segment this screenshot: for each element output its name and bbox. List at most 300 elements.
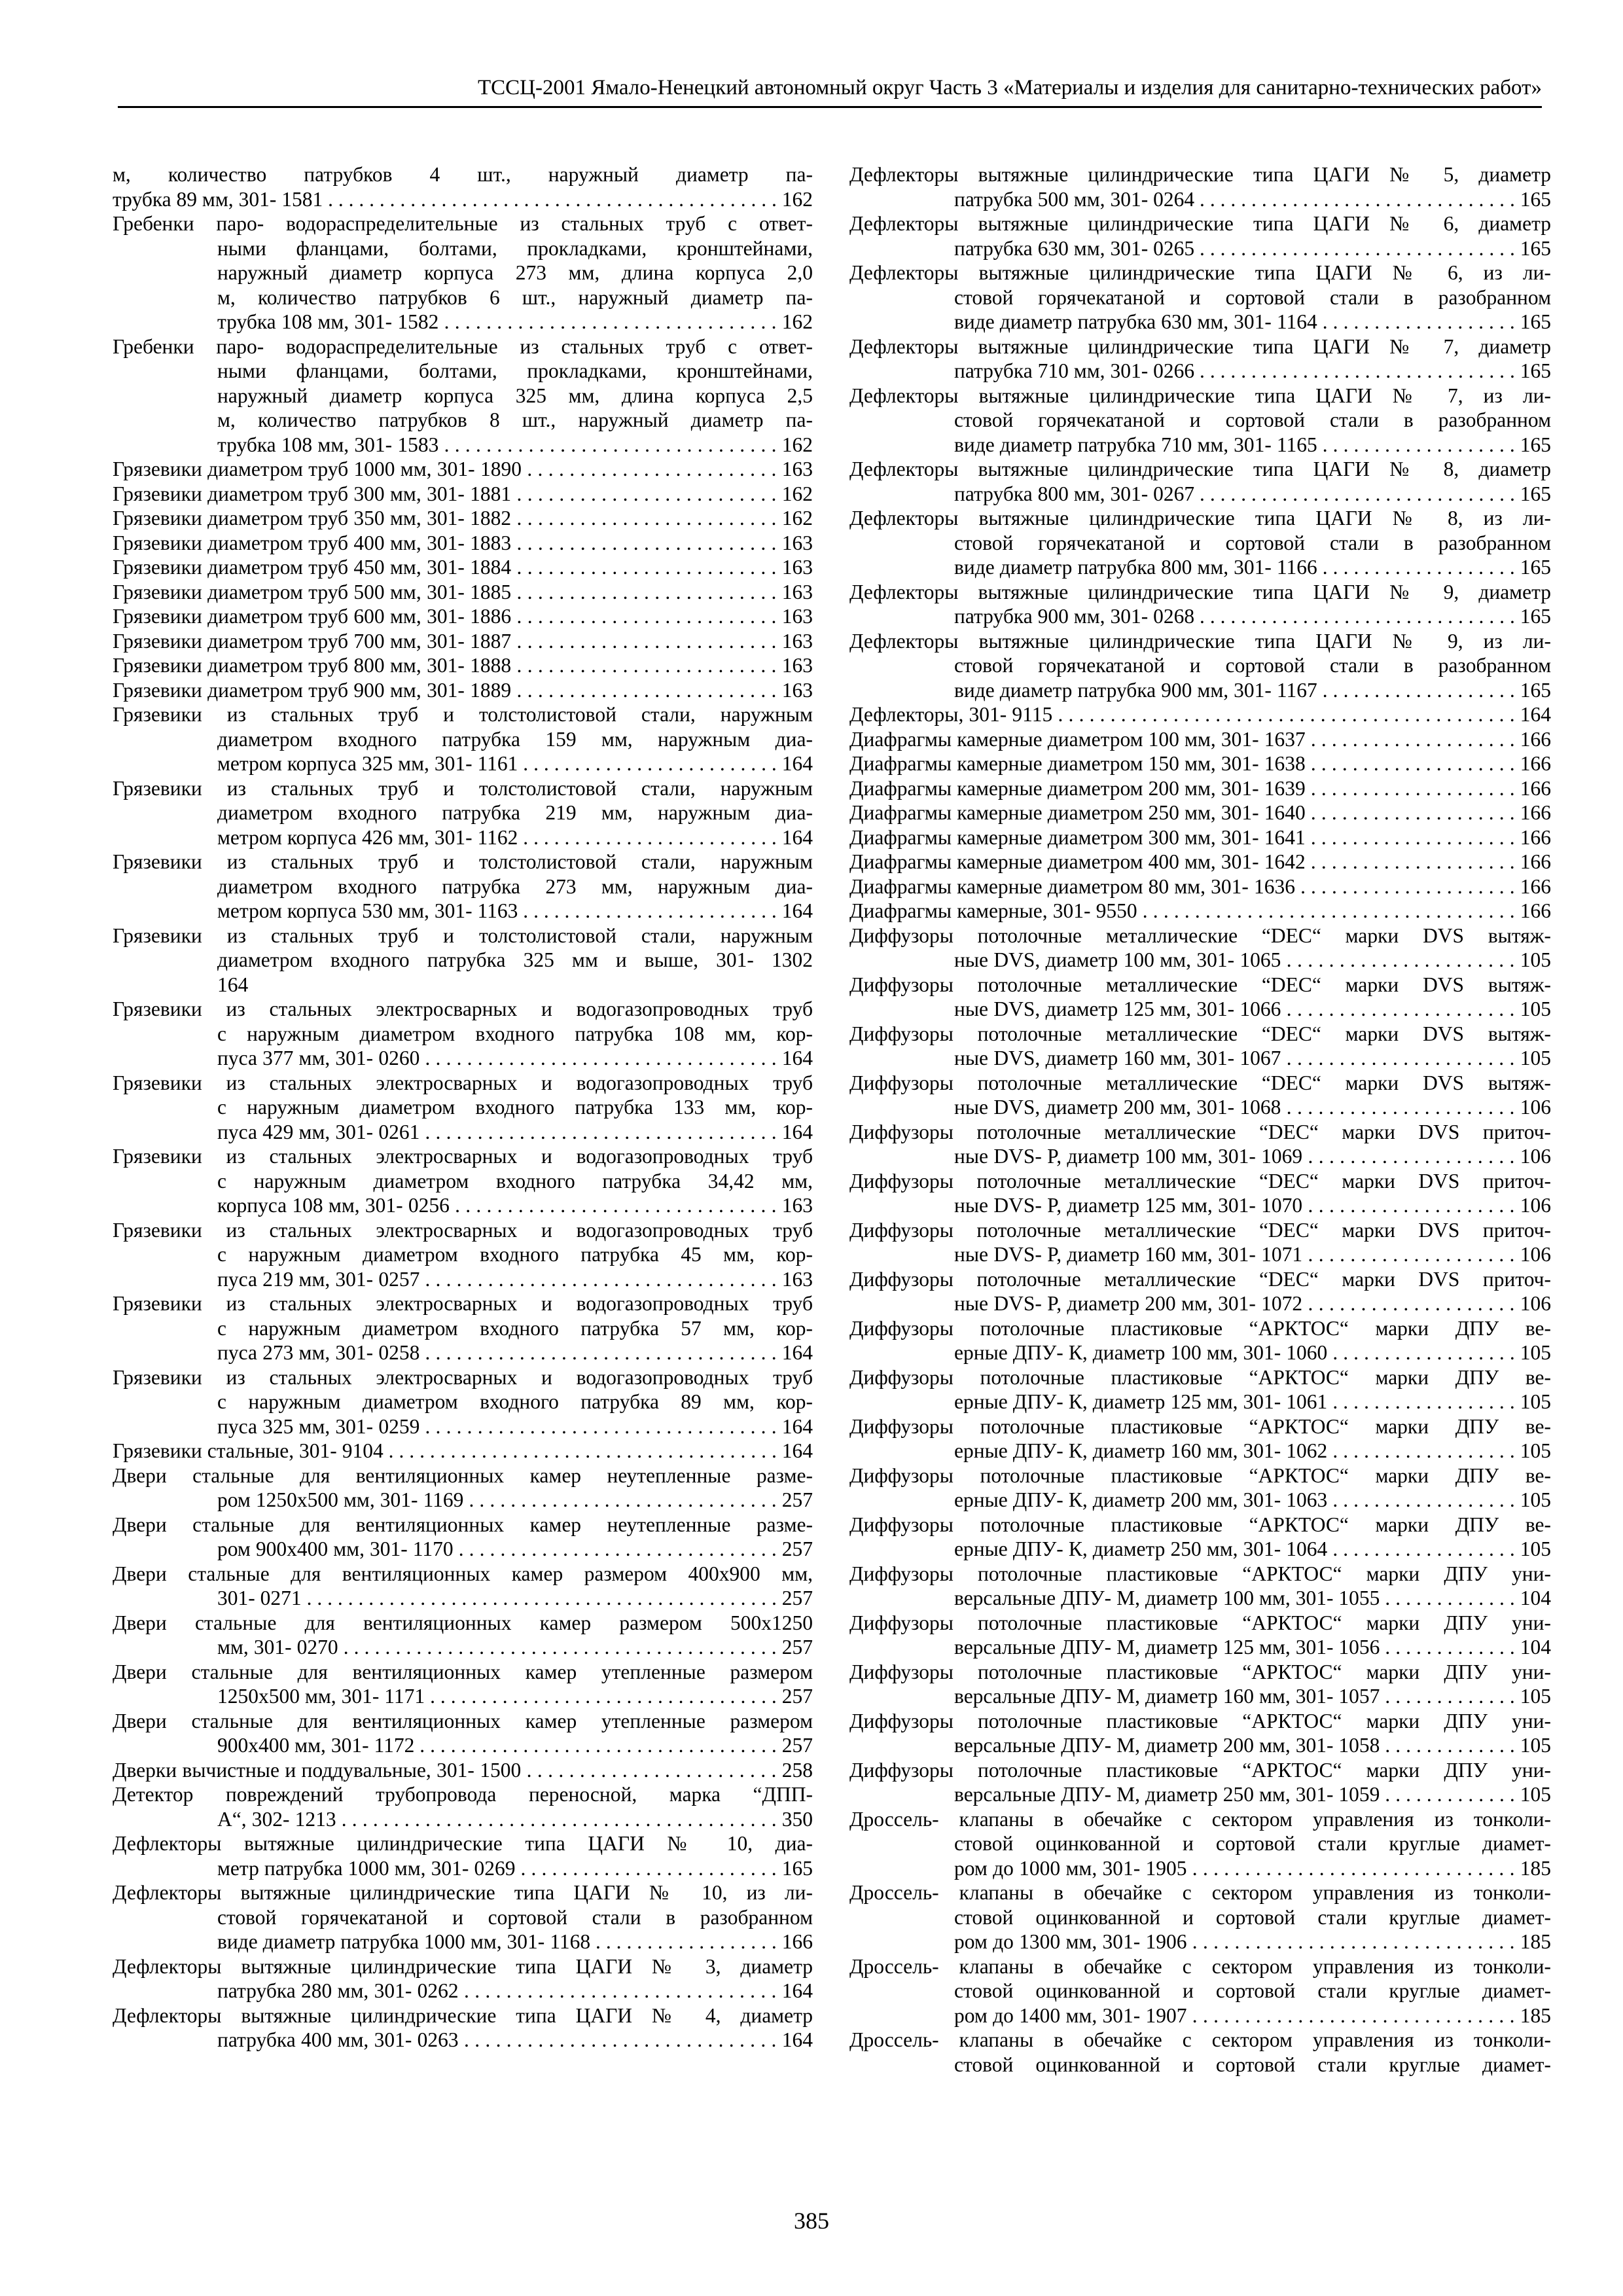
index-entry xyxy=(849,874,1551,899)
dot-leader: . . . . . . . . . . . . . . . . . . . . . . . . . . . . . . . xyxy=(1186,1856,1520,1880)
entry-text-line: версальные ДПУ- М, диаметр 200 мм, 301- 1058 xyxy=(954,1734,1380,1757)
entry-page-ref: 166 xyxy=(1520,801,1552,824)
dot-leader: . . . . . . . . . . . . . . . . . . . . xyxy=(1305,752,1520,775)
entry-page-ref: 257 xyxy=(781,1734,813,1757)
entry-text-line: Грязевики из стальных электросварных и водогазопроводных труб xyxy=(113,1145,813,1168)
entry-text-line: трубка 108 мм, 301- 1583 xyxy=(217,433,439,456)
entry-page-ref: 166 xyxy=(1520,776,1552,800)
index-entry xyxy=(849,334,1551,384)
entry-text-line: пуса 273 мм, 301- 0258 xyxy=(217,1341,420,1364)
dot-leader: . . . . . . . . . . . . . . . . . . . . . . . . . . . . . . . xyxy=(1194,605,1520,628)
dot-leader: . . . . . . . . . . . . . . . . . . . . . . . . . . . . . . . . . . . . . . . . . . xyxy=(338,1636,782,1659)
dot-leader: . . . . . . . . . . . . . . . . . . . . . . . . . . . . . . xyxy=(463,1488,782,1511)
dot-leader: . . . . . . . . . . . . . . . . . . . . . . . . xyxy=(521,1758,782,1782)
entry-text-line: Грязевики из стальных электросварных и водогазопроводных труб xyxy=(113,997,813,1020)
dot-leader: . . . . . . . . . . . . . . . . . . . . . . . . . . . . . . . . xyxy=(438,433,782,456)
entry-text-line: ерные ДПУ- К, диаметр 160 мм, 301- 1062 xyxy=(954,1439,1328,1462)
entry-text-line: Грязевики диаметром труб 600 мм, 301- 1886 xyxy=(113,605,512,628)
entry-text-line: пуса 429 мм, 301- 0261 xyxy=(217,1120,420,1143)
entry-text-line: м, количество патрубков 6 шт., наружный диаметр па- xyxy=(217,285,813,309)
dot-leader: . . . . . . . . . . . . . . . . . . . . . . . . . . . . . . . xyxy=(1194,482,1520,505)
dot-leader: . . . . . . . . . . . . . . . . . . . . . . . . . xyxy=(515,1856,782,1880)
entry-text-line: Двери стальные для вентиляционных камер неутепленные разме- xyxy=(113,1513,813,1536)
index-entry xyxy=(849,1513,1551,1562)
entry-page-ref: 166 xyxy=(1520,899,1551,922)
entry-text-line: Дроссель- клапаны в обечайке с сектором управления из тонколи- xyxy=(849,2028,1551,2051)
dot-leader: . . . . . . . . . . . . . . . . . . . xyxy=(1317,310,1520,333)
entry-page-ref: 257 xyxy=(781,1587,813,1609)
running-header: ТССЦ-2001 Ямало-Ненецкий автономный округ Часть 3 «Материалы и изделия для санитарно-технических работ» xyxy=(118,73,1542,108)
entry-text-line: Диафрагмы камерные диаметром 150 мм, 301- 1638 xyxy=(849,752,1306,775)
entry-text-line: Дроссель- клапаны в обечайке с сектором управления из тонколи- xyxy=(849,1881,1551,1904)
index-entry xyxy=(849,1218,1551,1267)
entry-text-line: Дефлекторы вытяжные цилиндрические типа ЦАГИ № 9, из ли- xyxy=(849,629,1551,653)
entry-page-ref: 163 xyxy=(781,654,813,677)
entry-text-line: стовой оцинкованной и сортовой стали круглые диамет- xyxy=(954,2053,1551,2076)
entry-text-line: с наружным диаметром входного патрубка 34,42 мм, xyxy=(217,1169,813,1193)
entry-page-ref: 105 xyxy=(1520,948,1552,971)
entry-text-line: Дефлекторы вытяжные цилиндрические типа ЦАГИ № 5, диаметр xyxy=(849,163,1551,186)
index-entry xyxy=(849,1365,1551,1414)
dot-leader: . . . . . . . . . . . . . . . . . . . . . . . . . . . . . . . . . . . . . . . . . . xyxy=(336,1807,782,1831)
dot-leader: . . . . . . . . . . . . . . . . . . . . xyxy=(1302,1145,1520,1168)
index-entry xyxy=(113,1144,813,1218)
index-entry xyxy=(849,924,1551,973)
index-entry xyxy=(849,384,1551,457)
entry-text-line: Грязевики из стальных электросварных и водогазопроводных труб xyxy=(113,1365,813,1389)
entry-page-ref: 166 xyxy=(1520,850,1552,873)
entry-page-ref: 106 xyxy=(1520,1194,1552,1217)
entry-text-line: Дефлекторы вытяжные цилиндрические типа ЦАГИ № 10, из ли- xyxy=(113,1881,813,1904)
entry-text-line: ром 1250х500 мм, 301- 1169 xyxy=(217,1488,464,1511)
index-entry xyxy=(113,187,813,212)
entry-text-line: Диффузоры потолочные пластиковые “АРКТОС“ марки ДПУ ве- xyxy=(849,1513,1551,1536)
index-entry xyxy=(113,850,813,924)
entry-text-line: Диффузоры потолочные пластиковые “АРКТОС“ марки ДПУ ве- xyxy=(849,1463,1551,1487)
entry-page-ref: 106 xyxy=(1520,1243,1552,1266)
entry-text-line: Дефлекторы вытяжные цилиндрические типа ЦАГИ № 9, диаметр xyxy=(849,580,1551,603)
entry-page-ref: 105 xyxy=(1520,1734,1552,1757)
index-entry xyxy=(113,997,813,1071)
entry-text-line: диаметром входного патрубка 159 мм, наружным диа- xyxy=(217,727,813,751)
entry-page-ref: 165 xyxy=(1520,433,1551,456)
dot-leader: . . . . . . . . . . . . . . . . . . xyxy=(1327,1390,1520,1413)
index-entry xyxy=(113,1365,813,1439)
dot-leader: . . . . . . . . . . . . . . . . . . . . . . . . . xyxy=(511,629,782,653)
entry-text-line: Диффузоры потолочные металлические “DEC“ марки DVS вытяж- xyxy=(849,924,1551,947)
entry-page-ref: 104 xyxy=(1520,1636,1552,1659)
entry-page-ref: 106 xyxy=(1520,1145,1552,1168)
index-entry xyxy=(113,506,813,531)
entry-page-ref: 164 xyxy=(781,1120,813,1143)
entry-text-line: Диффузоры потолочные пластиковые “АРКТОС“ марки ДПУ уни- xyxy=(849,1709,1551,1732)
entry-text-line: диаметром входного патрубка 219 мм, наружным диа- xyxy=(217,801,813,824)
entry-page-ref: 105 xyxy=(1520,1439,1551,1462)
entry-text-line: 1250х500 мм, 301- 1171 xyxy=(217,1685,425,1708)
entry-page-ref: 105 xyxy=(1520,1341,1551,1364)
entry-text-line: наружный диаметр корпуса 325 мм, длина корпуса 2,5 xyxy=(217,384,813,407)
entry-text-line: версальные ДПУ- М, диаметр 125 мм, 301- 1056 xyxy=(954,1636,1380,1659)
index-entry xyxy=(849,1807,1551,1881)
dot-leader: . . . . . . . . . . . . . . . . . . . . . . . . . xyxy=(518,899,782,922)
entry-text-line: Двери стальные для вентиляционных камер неутепленные разме- xyxy=(113,1463,813,1487)
entry-page-ref: 350 xyxy=(781,1807,813,1831)
entry-text-line: версальные ДПУ- М, диаметр 160 мм, 301- 1057 xyxy=(954,1685,1380,1708)
dot-leader: . . . . . . . . . . . . . . . . . . . . . xyxy=(1294,874,1520,898)
dot-leader: . . . . . . . . . . . . . . . . . . . . . . xyxy=(1281,1047,1520,1069)
dot-leader: . . . . . . . . . . . . . . . . . . . . . . . . . xyxy=(518,825,782,849)
index-entry xyxy=(849,776,1551,801)
dot-leader: . . . . . . . . . . . . . . . . . . . . . . . . . xyxy=(511,507,782,529)
entry-text-line: виде диаметр патрубка 630 мм, 301- 1164 xyxy=(954,310,1317,333)
entry-page-ref: 166 xyxy=(1520,727,1552,751)
dot-leader: . . . . . . . . . . . . . . . . . . . . . . . . . . . . . . . xyxy=(1194,236,1520,260)
index-entry xyxy=(849,260,1551,334)
index-entry xyxy=(849,506,1551,580)
index-entry xyxy=(113,1291,813,1365)
entry-text-line: стовой горячекатаной и сортовой стали в разобранном xyxy=(217,1905,813,1929)
dot-leader: . . . . . . . . . . . . . . . . . . . . . . . . . xyxy=(511,556,782,579)
dot-leader: . . . . . . . . . . . . . . . . . . . . xyxy=(1305,825,1520,849)
index-entry xyxy=(113,653,813,678)
index-entry xyxy=(113,1660,813,1709)
entry-text-line: Дефлекторы вытяжные цилиндрические типа ЦАГИ № 3, диаметр xyxy=(113,1954,813,1978)
entry-text-line: Диафрагмы камерные, 301- 9550 xyxy=(849,899,1137,922)
dot-leader: . . . . . . . . . . . . . . . . . . . . . . . . . . . . . . . . . . xyxy=(419,1120,782,1143)
entry-text-line: Грязевики диаметром труб 500 мм, 301- 1885 xyxy=(113,580,512,603)
entry-text-line: Гребенки паро- водораспределительные из стальных труб с ответ- xyxy=(113,212,813,235)
dot-leader: . . . . . . . . . . . . . . . . . . . . . . . . . xyxy=(511,605,782,628)
entry-text-line: корпуса 108 мм, 301- 0256 xyxy=(217,1194,450,1217)
entry-page-ref: 185 xyxy=(1520,2003,1551,2027)
entry-text-line: Диафрагмы камерные диаметром 200 мм, 301- 1639 xyxy=(849,776,1306,800)
index-entry xyxy=(113,2003,813,2053)
entry-text-line: Грязевики из стальных труб и толстолистовой стали, наружным xyxy=(113,703,813,726)
dot-leader: . . . . . . . . . . . . . . . . . . xyxy=(1327,1341,1520,1364)
entry-page-ref: 163 xyxy=(781,605,813,628)
entry-text-line: метром корпуса 325 мм, 301- 1161 xyxy=(217,752,518,775)
entry-text-line: стовой горячекатаной и сортовой стали в разобранном xyxy=(954,531,1551,554)
entry-text-line: Дефлекторы вытяжные цилиндрические типа ЦАГИ № 10, диа- xyxy=(113,1832,813,1855)
entry-text-line: ными фланцами, болтами, прокладками, кронштейнами, xyxy=(217,236,813,260)
index-entry xyxy=(849,1709,1551,1758)
entry-text-line: виде диаметр патрубка 800 мм, 301- 1166 xyxy=(954,556,1317,579)
entry-page-ref: 164 xyxy=(781,1979,813,2002)
entry-text-line: Диффузоры потолочные пластиковые “АРКТОС“ марки ДПУ уни- xyxy=(849,1611,1551,1634)
entry-text-line: Грязевики из стальных электросварных и водогазопроводных труб xyxy=(113,1071,813,1094)
entry-page-ref: 162 xyxy=(781,507,813,529)
entry-text-line: с наружным диаметром входного патрубка 89 мм, кор- xyxy=(217,1390,813,1413)
dot-leader: . . . . . . . . . . . . . xyxy=(1380,1734,1520,1757)
dot-leader: . . . . . . . . . . . . . . . . . . . . . . . . . xyxy=(511,482,782,505)
index-entry xyxy=(113,1954,813,2003)
entry-text-line: Гребенки паро- водораспределительные из стальных труб с ответ- xyxy=(113,334,813,358)
entry-page-ref: 165 xyxy=(1520,605,1551,628)
entry-page-ref: 106 xyxy=(1520,1292,1552,1315)
entry-text-line: патрубка 500 мм, 301- 0264 xyxy=(954,187,1195,211)
index-entry xyxy=(113,1880,813,1954)
entry-page-ref: 105 xyxy=(1520,1390,1551,1413)
dot-leader: . . . . . . . . . . . . . xyxy=(1380,1783,1520,1806)
index-entry xyxy=(113,482,813,507)
index-entry xyxy=(113,1611,813,1660)
entry-text-line: Диффузоры потолочные металлические “DEC“ марки DVS вытяж- xyxy=(849,1071,1551,1094)
dot-leader: . . . . . . . . . . . . . . . . . . . . . . . . . xyxy=(511,678,782,702)
dot-leader: . . . . . . . . . . . . . . . . . . . . . . . . . . . . . . . xyxy=(1186,1930,1520,1953)
entry-text-line: Диафрагмы камерные диаметром 400 мм, 301- 1642 xyxy=(849,850,1306,873)
entry-page-ref: 164 xyxy=(781,1439,813,1462)
entry-text-line: Грязевики диаметром труб 700 мм, 301- 1887 xyxy=(113,629,512,653)
entry-text-line: стовой оцинкованной и сортовой стали круглые диамет- xyxy=(954,1832,1551,1855)
dot-leader: . . . . . . . . . . . . . . . . . . . . . . . . . . . . . . xyxy=(458,2028,782,2051)
entry-text-line: мм, 301- 0270 xyxy=(217,1636,338,1659)
entry-text-line: версальные ДПУ- М, диаметр 100 мм, 301- 1055 xyxy=(954,1587,1380,1609)
entry-page-ref: 257 xyxy=(781,1488,813,1511)
entry-text-line: Грязевики из стальных труб и толстолистовой стали, наружным xyxy=(113,776,813,800)
entry-text-line: Грязевики из стальных электросварных и водогазопроводных труб xyxy=(113,1218,813,1242)
entry-text-line: Дефлекторы вытяжные цилиндрические типа ЦАГИ № 6, диаметр xyxy=(849,212,1551,235)
index-entry xyxy=(849,1463,1551,1513)
dot-leader: . . . . . . . . . . . . . . . . . . . . . . . . xyxy=(521,457,782,480)
entry-page-ref: 163 xyxy=(781,1194,813,1217)
index-entry xyxy=(849,211,1551,260)
dot-leader: . . . . . . . . . . . . . . . . . . . . . . . . . . . . . . . xyxy=(1194,359,1520,382)
entry-text-line: патрубка 800 мм, 301- 0267 xyxy=(954,482,1195,505)
dot-leader: . . . . . . . . . . . . . . . . . . . . . . . . . . . . . . . . . . xyxy=(419,1267,782,1291)
entry-text-line: с наружным диаметром входного патрубка 133 мм, кор- xyxy=(217,1096,813,1119)
index-column-right xyxy=(849,162,1551,2077)
entry-text-line: диаметром входного патрубка 325 мм и выше, 301- 1302 xyxy=(217,948,813,971)
entry-page-ref: 166 xyxy=(1520,752,1552,775)
dot-leader: . . . . . . . . . . . . . . . . . . . . . . . . . . . . . . . . xyxy=(438,310,782,333)
dot-leader: . . . . . . . . . . . . . . . . . . . . . . . . . . . . . . . xyxy=(453,1537,782,1560)
index-entry xyxy=(849,1267,1551,1316)
entry-text-line: Диффузоры потолочные металлические “DEC“ марки DVS приточ- xyxy=(849,1267,1551,1291)
entry-text-line: ные DVS, диаметр 200 мм, 301- 1068 xyxy=(954,1096,1281,1119)
entry-text-line: Грязевики диаметром труб 450 мм, 301- 1884 xyxy=(113,556,512,579)
entry-text-line: стовой горячекатаной и сортовой стали в разобранном xyxy=(954,408,1551,431)
entry-text-line: ные DVS, диаметр 100 мм, 301- 1065 xyxy=(954,948,1281,971)
dot-leader: . . . . . . . . . . . . . . . . . . . . xyxy=(1302,1243,1520,1266)
entry-text-line: трубка 108 мм, 301- 1582 xyxy=(217,310,439,333)
entry-page-ref: 105 xyxy=(1520,1488,1551,1511)
entry-text-line: ные DVS, диаметр 160 мм, 301- 1067 xyxy=(954,1047,1281,1069)
entry-page-ref: 165 xyxy=(1520,556,1551,579)
dot-leader: . . . . . . . . . . . . . . . . . . . . . . . . . . . . . . . . . . . . . . . . . . . . xyxy=(1052,703,1520,726)
entry-text-line: метром корпуса 426 мм, 301- 1162 xyxy=(217,825,518,849)
dot-leader: . . . . . . . . . . . . . . . . . . . xyxy=(1317,433,1520,456)
entry-text-line: ерные ДПУ- К, диаметр 100 мм, 301- 1060 xyxy=(954,1341,1328,1364)
entry-text-line: Диффузоры потолочные пластиковые “АРКТОС“ марки ДПУ ве- xyxy=(849,1316,1551,1340)
entry-text-line: Дефлекторы вытяжные цилиндрические типа ЦАГИ № 7, из ли- xyxy=(849,384,1551,407)
entry-page-ref: 163 xyxy=(781,580,813,603)
index-entry xyxy=(849,973,1551,1022)
entry-page-ref: 163 xyxy=(781,556,813,579)
index-entry xyxy=(113,162,813,187)
entry-text-line: 900х400 мм, 301- 1172 xyxy=(217,1734,415,1757)
dot-leader: . . . . . . . . . . . . . xyxy=(1380,1636,1520,1659)
entry-text-line: Дефлекторы вытяжные цилиндрические типа ЦАГИ № 7, диаметр xyxy=(849,334,1551,358)
entry-text-line: патрубка 280 мм, 301- 0262 xyxy=(217,1979,459,2002)
dot-leader: . . . . . . . . . . . . . . . . . . . . . . . . . . . . . . . . . . xyxy=(419,1414,782,1438)
index-entry xyxy=(113,1562,813,1611)
dot-leader: . . . . . . . . . . . . . . . . . . . . xyxy=(1305,801,1520,824)
dot-leader: . . . . . . . . . . . . . . . . . . . . . . . . . . . . . . xyxy=(458,1979,782,2002)
entry-page-ref: 163 xyxy=(781,678,813,702)
dot-leader: . . . . . . . . . . . . . . . . . . . . . . xyxy=(1281,948,1520,971)
entry-text-line: с наружным диаметром входного патрубка 45 мм, кор- xyxy=(217,1243,813,1266)
entry-text-line: патрубка 630 мм, 301- 0265 xyxy=(954,236,1195,260)
index-entry xyxy=(849,899,1551,924)
index-entry xyxy=(113,1513,813,1562)
entry-page-ref: 165 xyxy=(1520,359,1551,382)
entry-text-line: трубка 89 мм, 301- 1581 xyxy=(113,187,323,211)
entry-page-ref: 163 xyxy=(781,1267,813,1291)
entry-page-ref: 165 xyxy=(1520,678,1551,702)
index-entry xyxy=(113,555,813,580)
dot-leader: . . . . . . . . . . . . . . . . . . . . . . . . . . . . . . . . . . xyxy=(425,1685,782,1708)
index-entry xyxy=(849,1611,1551,1660)
entry-text-line: виде диаметр патрубка 900 мм, 301- 1167 xyxy=(954,678,1317,702)
dot-leader: . . . . . . . . . . . . . . . . . . . . . . . . . . . . . . . . . . . . xyxy=(1137,899,1520,922)
index-entry xyxy=(849,1758,1551,1807)
dot-leader: . . . . . . . . . . . . . . . . . . . . . . . . . . . . . . . . . . xyxy=(419,1341,782,1364)
entry-text-line: Диафрагмы камерные диаметром 100 мм, 301- 1637 xyxy=(849,727,1306,751)
index-entry xyxy=(113,1758,813,1783)
entry-page-ref: 162 xyxy=(781,310,813,333)
entry-text-line: А“, 302- 1213 xyxy=(217,1807,336,1831)
index-entry xyxy=(849,1169,1551,1218)
entry-text-line: Диффузоры потолочные пластиковые “АРКТОС“ марки ДПУ ве- xyxy=(849,1365,1551,1389)
dot-leader: . . . . . . . . . . . . . . . . . . . . . . . . . . . . . . . xyxy=(1194,187,1520,211)
entry-text-line: ром до 1400 мм, 301- 1907 xyxy=(954,2003,1187,2027)
entry-text-line: Дроссель- клапаны в обечайке с сектором управления из тонколи- xyxy=(849,1954,1551,1978)
entry-page-ref: 105 xyxy=(1520,1047,1552,1069)
entry-page-ref: 165 xyxy=(1520,482,1551,505)
entry-page-ref: 164 xyxy=(781,752,813,775)
index-entry xyxy=(849,727,1551,752)
entry-text-line: Диффузоры потолочные металлические “DEC“ марки DVS вытяж- xyxy=(849,1022,1551,1045)
index-entry xyxy=(113,702,813,776)
entry-text-line: ром 900х400 мм, 301- 1170 xyxy=(217,1537,454,1560)
index-entry xyxy=(113,1709,813,1758)
entry-text-line: патрубка 710 мм, 301- 0266 xyxy=(954,359,1195,382)
entry-text-line: ерные ДПУ- К, диаметр 125 мм, 301- 1061 xyxy=(954,1390,1328,1413)
entry-page-ref: 162 xyxy=(781,433,813,456)
index-entry xyxy=(113,1218,813,1292)
entry-text-line: Диффузоры потолочные пластиковые “АРКТОС“ марки ДПУ уни- xyxy=(849,1660,1551,1683)
entry-page-ref: 165 xyxy=(1520,236,1551,260)
entry-page-ref: 164 xyxy=(781,1414,813,1438)
entry-text-line: стовой оцинкованной и сортовой стали круглые диамет- xyxy=(954,1979,1551,2002)
entry-text-line: патрубка 900 мм, 301- 0268 xyxy=(954,605,1195,628)
dot-leader: . . . . . . . . . . . . . . . . . . . . xyxy=(1302,1292,1520,1315)
entry-text-line: Детектор повреждений трубопровода переносной, марка “ДПП- xyxy=(113,1783,813,1806)
entry-page-ref: 164 xyxy=(781,825,813,849)
dot-leader: . . . . . . . . . . . . . . . . . . . . xyxy=(1302,1194,1520,1217)
entry-text-line: Дроссель- клапаны в обечайке с сектором управления из тонколи- xyxy=(849,1807,1551,1831)
entry-text-line: Грязевики диаметром труб 900 мм, 301- 1889 xyxy=(113,678,512,702)
entry-text-line: Диффузоры потолочные металлические “DEC“ марки DVS приточ- xyxy=(849,1169,1551,1193)
entry-text-line: м, количество патрубков 8 шт., наружный диаметр па- xyxy=(217,408,813,431)
index-entry xyxy=(113,924,813,997)
index-entry xyxy=(113,580,813,605)
entry-text-line: Дефлекторы вытяжные цилиндрические типа ЦАГИ № 4, диаметр xyxy=(113,2003,813,2027)
index-entry xyxy=(849,2028,1551,2077)
index-entry xyxy=(113,678,813,703)
index-entry xyxy=(849,825,1551,850)
entry-page-ref: 257 xyxy=(781,1636,813,1659)
entry-page-ref: 163 xyxy=(781,531,813,554)
entry-page-ref: 185 xyxy=(1520,1930,1551,1953)
entry-text-line: метром корпуса 530 мм, 301- 1163 xyxy=(217,899,518,922)
dot-leader: . . . . . . . . . . . . . . . . . . . . . . . . . . . . . . . xyxy=(1186,2003,1520,2027)
entry-page-ref: 163 xyxy=(781,457,813,480)
index-entry xyxy=(849,1660,1551,1709)
entry-page-ref: 164 xyxy=(781,1341,813,1364)
index-entry xyxy=(113,604,813,629)
page-number: 385 xyxy=(794,2208,829,2234)
entry-text-line: ром до 1000 мм, 301- 1905 xyxy=(954,1856,1187,1880)
entry-text-line: Диффузоры потолочные металлические “DEC“ марки DVS вытяж- xyxy=(849,973,1551,996)
dot-leader: . . . . . . . . . . . . . . . . . . . . . . . . . . . . . . . . . . . . . . xyxy=(383,1439,782,1462)
entry-page-ref: 162 xyxy=(781,482,813,505)
entry-page-ref: 165 xyxy=(1520,310,1551,333)
index-entry xyxy=(849,702,1551,727)
entry-text-line: метр патрубка 1000 мм, 301- 0269 xyxy=(217,1856,516,1880)
entry-page-ref: 166 xyxy=(781,1930,813,1953)
entry-text-line: ром до 1300 мм, 301- 1906 xyxy=(954,1930,1187,1953)
entry-page-ref: 105 xyxy=(1520,1685,1552,1708)
entry-page-ref: 163 xyxy=(781,629,813,653)
entry-text-line: Дефлекторы, 301- 9115 xyxy=(849,703,1053,726)
entry-text-line: Диффузоры потолочные пластиковые “АРКТОС“ марки ДПУ уни- xyxy=(849,1562,1551,1585)
entry-text-line: Грязевики стальные, 301- 9104 xyxy=(113,1439,383,1462)
index-entry xyxy=(849,580,1551,629)
entry-text-line: Диафрагмы камерные диаметром 80 мм, 301- 1636 xyxy=(849,874,1295,898)
entry-text-line: Двери стальные для вентиляционных камер размером 500х1250 xyxy=(113,1611,813,1634)
index-entry xyxy=(113,457,813,482)
index-entry xyxy=(113,334,813,457)
index-entry xyxy=(849,800,1551,825)
entry-text-line: стовой горячекатаной и сортовой стали в разобранном xyxy=(954,654,1551,677)
entry-text-line: пуса 219 мм, 301- 0257 xyxy=(217,1267,420,1291)
entry-text-line: виде диаметр патрубка 1000 мм, 301- 1168 xyxy=(217,1930,591,1953)
dot-leader: . . . . . . . . . . . . . . . . . . . . . . . . . . . . . . . . . . . xyxy=(414,1734,782,1757)
dot-leader: . . . . . . . . . . . . . . . . . . xyxy=(1327,1439,1520,1462)
dot-leader: . . . . . . . . . . . . . . . . . . . . . . . . . . . . . . . . . . . . . . . . . . . . xyxy=(323,187,782,211)
entry-text-line: стовой горячекатаной и сортовой стали в разобранном xyxy=(954,285,1551,309)
entry-page-ref: 105 xyxy=(1520,997,1552,1020)
index-entry xyxy=(113,531,813,556)
index-entry xyxy=(849,629,1551,703)
index-entry xyxy=(113,776,813,850)
dot-leader: . . . . . . . . . . . . . . . . . . . . xyxy=(1305,776,1520,800)
entry-page-ref: 165 xyxy=(781,1856,813,1880)
entry-text-line: Грязевики диаметром труб 800 мм, 301- 1888 xyxy=(113,654,512,677)
entry-text-line: с наружным диаметром входного патрубка 108 мм, кор- xyxy=(217,1022,813,1045)
entry-text-line: м, количество патрубков 4 шт., наружный диаметр па- xyxy=(113,163,813,186)
dot-leader: . . . . . . . . . . . . . . . . . . . . . . . . . xyxy=(511,654,782,677)
index-entry xyxy=(849,751,1551,776)
entry-page-ref: 166 xyxy=(1520,825,1552,849)
entry-text-line: ерные ДПУ- К, диаметр 200 мм, 301- 1063 xyxy=(954,1488,1328,1511)
entry-text-line: Грязевики диаметром труб 400 мм, 301- 1883 xyxy=(113,531,512,554)
entry-text-line: Грязевики диаметром труб 300 мм, 301- 1881 xyxy=(113,482,512,505)
entry-text-line: Диффузоры потолочные пластиковые “АРКТОС“ марки ДПУ ве- xyxy=(849,1414,1551,1438)
entry-text-line: ные DVS- P, диаметр 200 мм, 301- 1072 xyxy=(954,1292,1303,1315)
dot-leader: . . . . . . . . . . . . . . . . . . . . . . xyxy=(1281,1096,1520,1119)
